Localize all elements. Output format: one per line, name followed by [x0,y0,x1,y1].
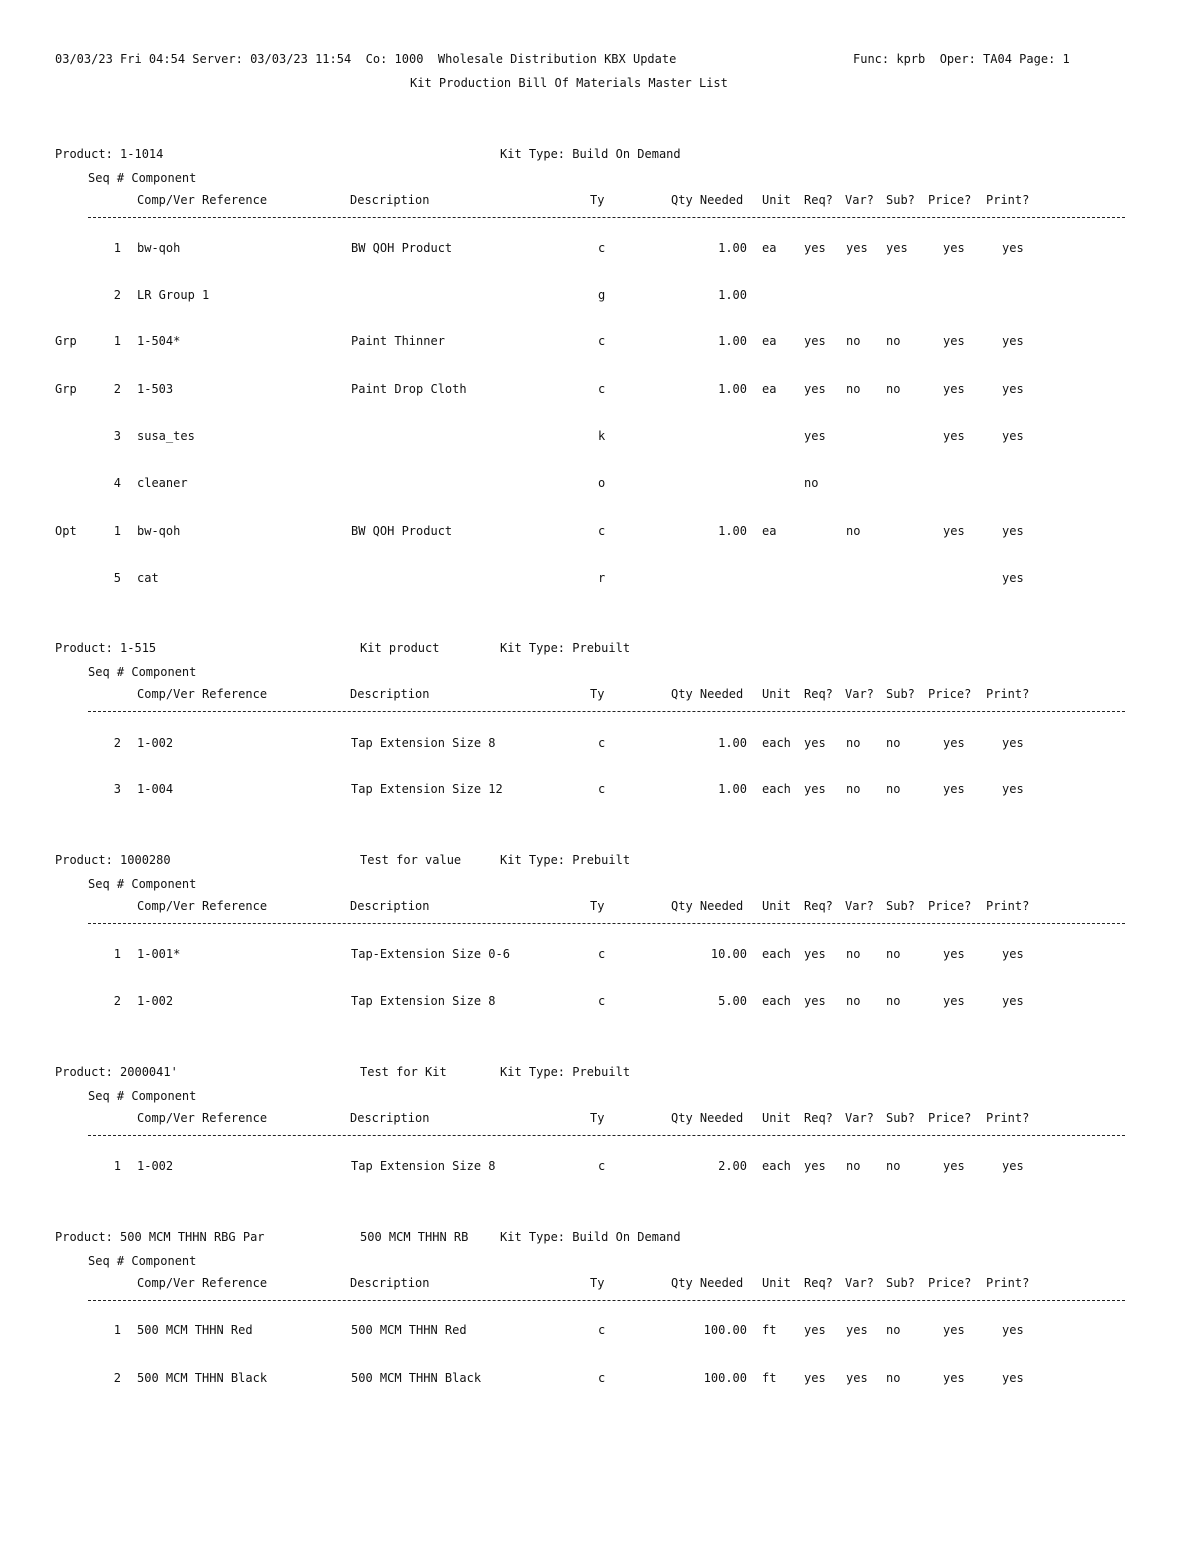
col-seq-component: Seq # Component [88,877,197,891]
row-type: c [598,994,606,1008]
col-seq-component: Seq # Component [88,1089,197,1103]
row-seq: 1 [113,1159,121,1173]
row-sub: no [886,782,901,796]
col-comp-ref: Comp/Ver Reference [137,1276,268,1290]
col-unit: Unit [762,1111,791,1125]
row-unit: ea [762,382,777,396]
row-component: cat [137,571,159,585]
row-price: yes [943,782,965,796]
row-print: yes [1002,334,1024,348]
row-component: bw-qoh [137,241,181,255]
col-qty-needed: Qty Needed [671,1276,744,1290]
product-label: Product: 500 MCM THHN RBG Par [55,1230,265,1244]
row-var: no [846,736,861,750]
row-print: yes [1002,571,1024,585]
product-label: Product: 1000280 [55,853,171,867]
report-header-right: Func: kprb Oper: TA04 Page: 1 [853,52,1070,66]
kit-type: Kit Type: Prebuilt [500,641,631,655]
col-description: Description [350,1111,430,1125]
row-var: yes [846,1371,868,1385]
row-print: yes [1002,1159,1024,1173]
row-seq: 3 [113,782,121,796]
row-qty: 1.00 [718,736,747,750]
row-req: yes [804,736,826,750]
col-var: Var? [845,899,874,913]
row-price: yes [943,1323,965,1337]
product-label: Product: 1-1014 [55,147,164,161]
row-description: Tap-Extension Size 0-6 [351,947,510,961]
col-sub: Sub? [886,1111,915,1125]
col-unit: Unit [762,687,791,701]
separator-line [88,711,1125,712]
kit-type: Kit Type: Build On Demand [500,1230,681,1244]
row-component: 1-002 [137,994,174,1008]
product-label: Product: 2000041' [55,1065,178,1079]
row-unit: each [762,994,791,1008]
row-description: 500 MCM THHN Red [351,1323,467,1337]
row-req: yes [804,994,826,1008]
row-var: yes [846,241,868,255]
row-description: Tap Extension Size 8 [351,736,496,750]
col-comp-ref: Comp/Ver Reference [137,1111,268,1125]
row-component: susa_tes [137,429,195,443]
row-price: yes [943,524,965,538]
row-req: yes [804,947,826,961]
row-qty: 100.00 [703,1323,747,1337]
row-req: yes [804,382,826,396]
kit-type: Kit Type: Build On Demand [500,147,681,161]
product-description: Kit product [360,641,440,655]
row-qty: 2.00 [718,1159,747,1173]
col-description: Description [350,899,430,913]
col-seq-component: Seq # Component [88,1254,197,1268]
col-sub: Sub? [886,193,915,207]
col-unit: Unit [762,1276,791,1290]
col-qty-needed: Qty Needed [671,1111,744,1125]
row-component: 1-002 [137,1159,174,1173]
row-unit: ea [762,334,777,348]
separator-line [88,217,1125,218]
row-unit: ea [762,241,777,255]
row-req: yes [804,334,826,348]
col-sub: Sub? [886,687,915,701]
col-description: Description [350,193,430,207]
row-component: 1-503 [137,382,174,396]
row-description: Paint Drop Cloth [351,382,467,396]
row-description: BW QOH Product [351,524,453,538]
col-print: Print? [986,687,1030,701]
product-description: Test for value [360,853,462,867]
row-print: yes [1002,782,1024,796]
col-ty: Ty [590,193,605,207]
row-seq: 1 [113,241,121,255]
row-seq: 1 [113,334,121,348]
row-unit: ea [762,524,777,538]
col-ty: Ty [590,899,605,913]
col-var: Var? [845,193,874,207]
row-seq: 5 [113,571,121,585]
row-var: no [846,1159,861,1173]
row-sub: no [886,1371,901,1385]
row-price: yes [943,1159,965,1173]
row-var: no [846,334,861,348]
row-var: yes [846,1323,868,1337]
col-req: Req? [804,899,833,913]
row-req: yes [804,1159,826,1173]
col-req: Req? [804,687,833,701]
row-qty: 1.00 [718,241,747,255]
row-prefix: Grp [55,334,77,348]
row-unit: ft [762,1323,777,1337]
product-description: Test for Kit [360,1065,447,1079]
row-price: yes [943,736,965,750]
row-print: yes [1002,524,1024,538]
row-unit: each [762,782,791,796]
col-description: Description [350,687,430,701]
col-unit: Unit [762,899,791,913]
row-component: 1-002 [137,736,174,750]
row-type: k [598,429,606,443]
row-req: yes [804,782,826,796]
row-component: 500 MCM THHN Black [137,1371,268,1385]
col-qty-needed: Qty Needed [671,899,744,913]
col-req: Req? [804,193,833,207]
row-seq: 3 [113,429,121,443]
separator-line [88,1135,1125,1136]
row-req: yes [804,429,826,443]
col-print: Print? [986,899,1030,913]
row-unit: each [762,1159,791,1173]
row-component: LR Group 1 [137,288,210,302]
row-type: c [598,524,606,538]
col-req: Req? [804,1111,833,1125]
row-seq: 2 [113,288,121,302]
row-component: 500 MCM THHN Red [137,1323,253,1337]
col-comp-ref: Comp/Ver Reference [137,899,268,913]
col-var: Var? [845,687,874,701]
row-description: Tap Extension Size 8 [351,994,496,1008]
col-ty: Ty [590,1276,605,1290]
row-qty: 100.00 [703,1371,747,1385]
row-description: Paint Thinner [351,334,445,348]
product-description: 500 MCM THHN RB [360,1230,469,1244]
row-seq: 1 [113,1323,121,1337]
row-type: o [598,476,606,490]
report-title: Kit Production Bill Of Materials Master List [410,76,728,90]
row-print: yes [1002,1371,1024,1385]
row-description: 500 MCM THHN Black [351,1371,482,1385]
row-price: yes [943,994,965,1008]
row-type: c [598,334,606,348]
row-var: no [846,994,861,1008]
row-type: g [598,288,606,302]
row-price: yes [943,334,965,348]
row-sub: no [886,947,901,961]
row-req: yes [804,1323,826,1337]
row-type: c [598,1323,606,1337]
row-unit: each [762,736,791,750]
col-price: Price? [928,899,972,913]
report-header-left: 03/03/23 Fri 04:54 Server: 03/03/23 11:54 Co: 1000 Wholesale Distribution KBX Update [55,52,677,66]
row-seq: 2 [113,382,121,396]
row-component: 1-004 [137,782,174,796]
row-qty: 1.00 [718,782,747,796]
row-seq: 1 [113,947,121,961]
row-price: yes [943,382,965,396]
row-description: Tap Extension Size 8 [351,1159,496,1173]
col-description: Description [350,1276,430,1290]
col-seq-component: Seq # Component [88,665,197,679]
row-prefix: Grp [55,382,77,396]
row-component: 1-001* [137,947,181,961]
col-req: Req? [804,1276,833,1290]
row-qty: 1.00 [718,288,747,302]
row-seq: 4 [113,476,121,490]
row-unit: ft [762,1371,777,1385]
row-req: yes [804,241,826,255]
row-seq: 2 [113,1371,121,1385]
row-sub: no [886,736,901,750]
row-print: yes [1002,947,1024,961]
row-sub: no [886,1159,901,1173]
separator-line [88,923,1125,924]
col-price: Price? [928,687,972,701]
row-description: BW QOH Product [351,241,453,255]
col-sub: Sub? [886,1276,915,1290]
row-sub: no [886,994,901,1008]
row-req: no [804,476,819,490]
row-var: no [846,524,861,538]
row-sub: yes [886,241,908,255]
row-print: yes [1002,994,1024,1008]
row-var: no [846,947,861,961]
kit-type: Kit Type: Prebuilt [500,1065,631,1079]
col-unit: Unit [762,193,791,207]
row-req: yes [804,1371,826,1385]
row-seq: 1 [113,524,121,538]
row-price: yes [943,429,965,443]
row-print: yes [1002,382,1024,396]
col-var: Var? [845,1111,874,1125]
col-qty-needed: Qty Needed [671,687,744,701]
row-type: c [598,782,606,796]
row-qty: 10.00 [710,947,747,961]
row-type: c [598,736,606,750]
row-seq: 2 [113,736,121,750]
col-price: Price? [928,1276,972,1290]
kit-type: Kit Type: Prebuilt [500,853,631,867]
row-qty: 1.00 [718,524,747,538]
row-sub: no [886,382,901,396]
col-price: Price? [928,1111,972,1125]
row-print: yes [1002,241,1024,255]
row-sub: no [886,334,901,348]
row-component: 1-504* [137,334,181,348]
col-comp-ref: Comp/Ver Reference [137,193,268,207]
col-var: Var? [845,1276,874,1290]
row-price: yes [943,947,965,961]
col-ty: Ty [590,1111,605,1125]
row-type: c [598,947,606,961]
row-var: no [846,382,861,396]
row-unit: each [762,947,791,961]
row-prefix: Opt [55,524,77,538]
row-print: yes [1002,1323,1024,1337]
col-ty: Ty [590,687,605,701]
col-price: Price? [928,193,972,207]
col-print: Print? [986,193,1030,207]
separator-line [88,1300,1125,1301]
row-type: r [598,571,606,585]
row-print: yes [1002,736,1024,750]
row-price: yes [943,1371,965,1385]
row-type: c [598,382,606,396]
row-component: cleaner [137,476,188,490]
row-qty: 1.00 [718,382,747,396]
col-comp-ref: Comp/Ver Reference [137,687,268,701]
row-sub: no [886,1323,901,1337]
row-print: yes [1002,429,1024,443]
product-label: Product: 1-515 [55,641,157,655]
col-qty-needed: Qty Needed [671,193,744,207]
row-type: c [598,1159,606,1173]
col-print: Print? [986,1111,1030,1125]
row-type: c [598,1371,606,1385]
row-description: Tap Extension Size 12 [351,782,503,796]
col-seq-component: Seq # Component [88,171,197,185]
col-print: Print? [986,1276,1030,1290]
row-price: yes [943,241,965,255]
row-type: c [598,241,606,255]
col-sub: Sub? [886,899,915,913]
row-component: bw-qoh [137,524,181,538]
row-seq: 2 [113,994,121,1008]
row-var: no [846,782,861,796]
row-qty: 1.00 [718,334,747,348]
row-qty: 5.00 [718,994,747,1008]
